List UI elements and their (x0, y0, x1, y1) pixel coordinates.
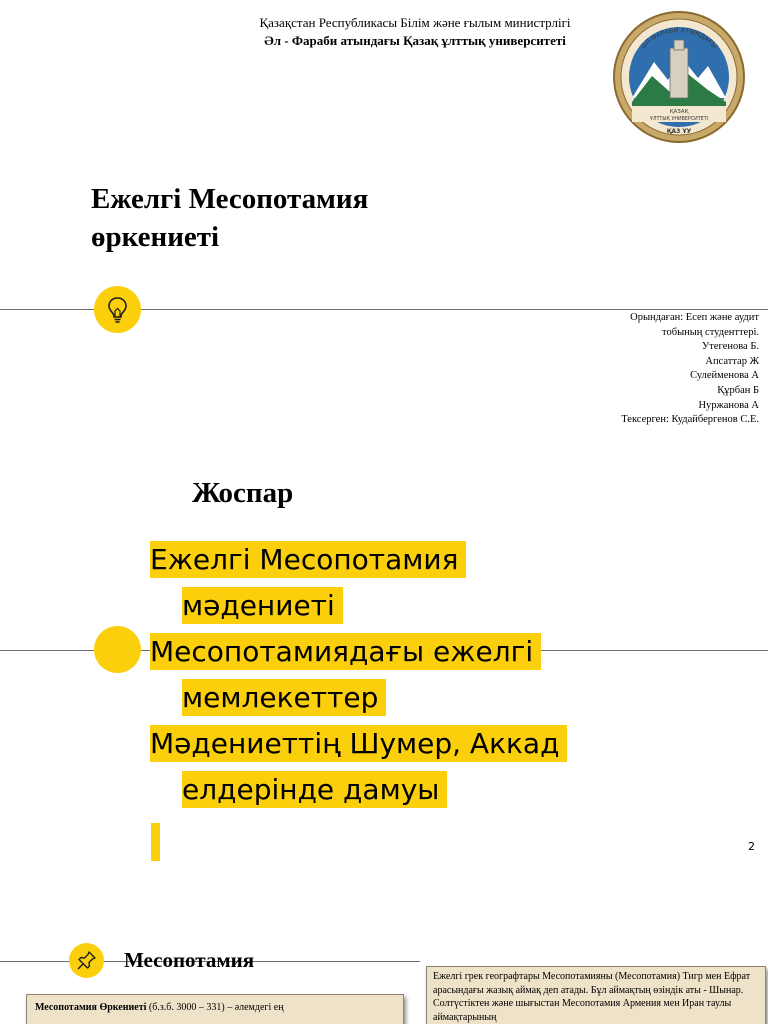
ministry-name: Қазақстан Республикасы Білім және ғылым министрлігі (259, 15, 571, 30)
credits-line: Сулейменова А (690, 370, 759, 382)
pin-icon (69, 943, 104, 978)
university-seal-logo (612, 10, 746, 144)
credits-line: Құрбан Б (717, 384, 759, 396)
credits-line: Апсаттар Ж (705, 355, 759, 367)
university-name: Әл - Фараби атындағы Қазақ ұлттық университеті (264, 33, 566, 48)
seal-text-mid2: ҰЛТТЫҚ УНИВЕРСИТЕТІ (649, 117, 709, 122)
university-header (220, 14, 610, 50)
plan-item (150, 629, 567, 675)
slide-plan (0, 431, 768, 861)
accent-circle (94, 626, 141, 673)
title-line-1: Ежелгі Месопотамия (91, 183, 369, 215)
section-title: Месопотамия (124, 948, 255, 972)
page-number: 2 (748, 840, 755, 853)
title-line-2: өркениеті (91, 221, 220, 253)
plan-item-line: елдерінде дамуы (182, 771, 447, 808)
pin-badge (69, 943, 104, 978)
credits-line: тобының студенттері. (662, 326, 759, 338)
seal-text-mid1: ҚАЗАҚ (669, 109, 689, 115)
empty-bullet-highlight (151, 823, 160, 861)
credits-block (621, 311, 759, 428)
plan-item (150, 721, 567, 767)
seal-text-top: ӘЛ-ФАРАБИ АТЫНДАҒЫ (639, 25, 719, 51)
plan-item (150, 583, 567, 629)
slide-mesopotamia (0, 862, 768, 1024)
plan-item-line: мемлекеттер (182, 679, 386, 716)
info-box-right: Ежелгі грек географтары Месопотамияны (Месопотамия) Тигр мен Ефрат арасындағы жазық аймақ деп атады. Бұл аймақтың өзіндік аты - Шынар. Солтүстіктен және шығыстан Месопотамия Армения мен Иран таулы аймақтарының (426, 966, 766, 1024)
plan-item-line: Месопотамиядағы ежелгі (150, 633, 541, 670)
plan-item (150, 537, 567, 583)
plan-item (150, 767, 567, 813)
slide-title (91, 180, 368, 256)
info-box-left (26, 994, 404, 1024)
info-box-left-bold: Месопотамия Өркениеті (35, 1002, 147, 1013)
seal-text-bottom: ҚАЗ ҰУ (666, 128, 692, 135)
lightbulb-icon (94, 286, 141, 333)
plan-item-line: Мәдениеттің Шумер, Аккад (150, 725, 567, 762)
plan-item-line: мәдениеті (182, 587, 343, 624)
plan-item-line: Ежелгі Месопотамия (150, 541, 466, 578)
lightbulb-badge (94, 286, 141, 333)
credits-line: Тексерген: Кудайбергенов С.Е. (621, 414, 759, 426)
plan-item (150, 675, 567, 721)
slide-title (0, 0, 768, 430)
credits-line: Орындаған: Есеп және аудит (630, 312, 759, 323)
credits-line: Утегенова Б. (701, 341, 759, 353)
plan-list (150, 537, 567, 813)
plan-title: Жоспар (192, 477, 294, 509)
info-box-left-text: (б.з.б. 3000 – 331) – әлемдегі ең (146, 1002, 284, 1013)
credits-line: Нуржанова А (698, 399, 759, 411)
